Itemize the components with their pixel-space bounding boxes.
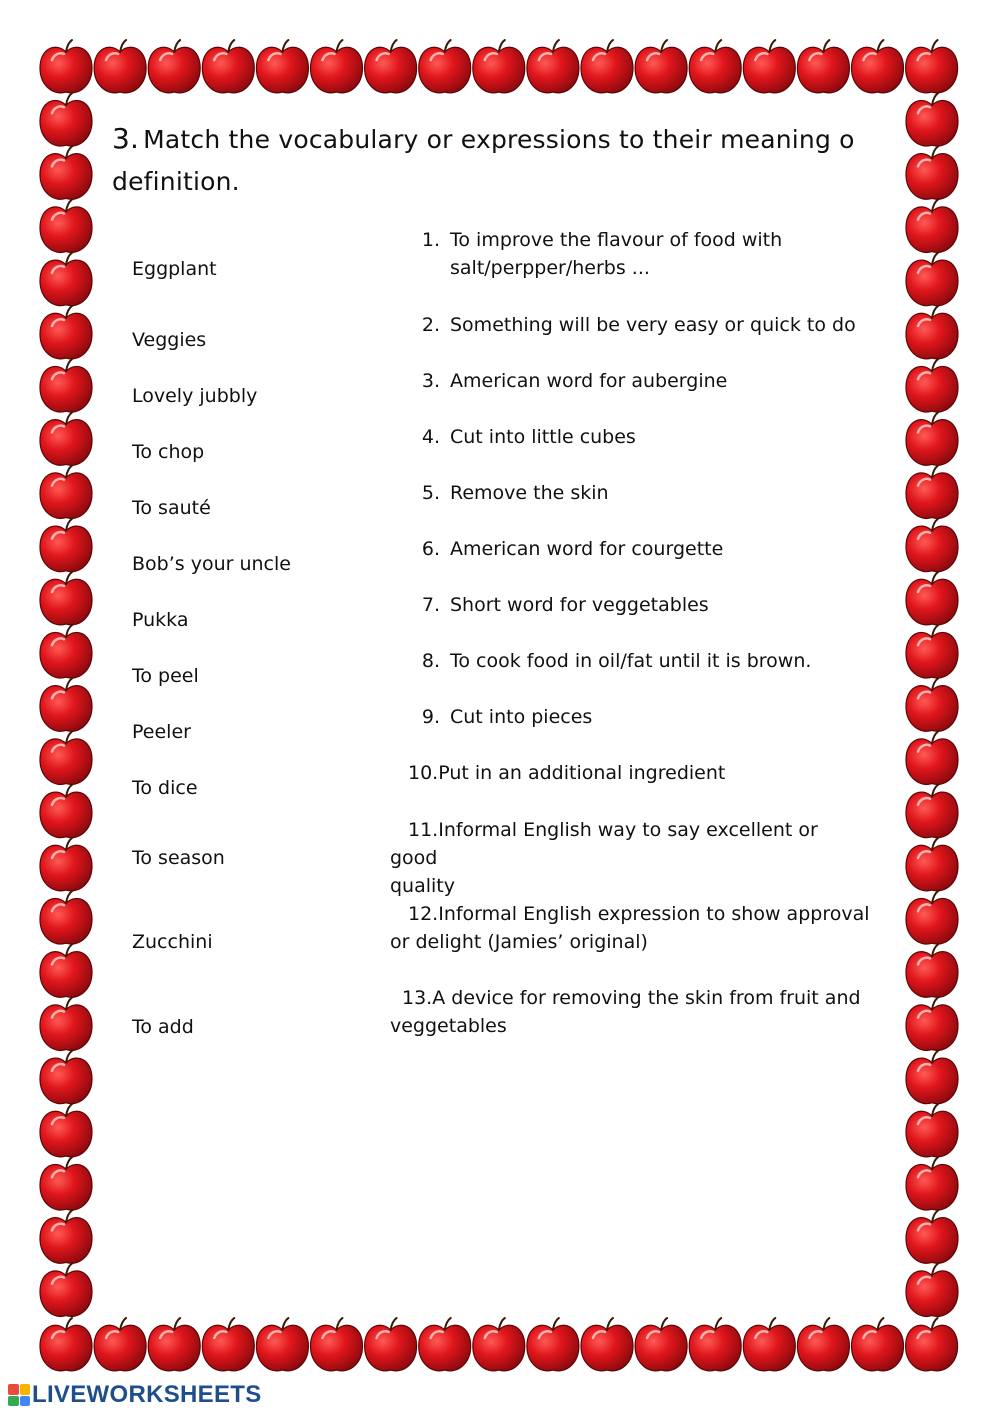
apple-icon [743, 40, 795, 93]
apple-icon [40, 944, 92, 997]
definition-text: American word for courgette [450, 538, 724, 560]
definition-12 [390, 900, 870, 956]
definition-number: 9. [421, 706, 440, 728]
apple-icon [906, 572, 958, 625]
definition-number: 6. [421, 538, 440, 560]
apple-icon [40, 306, 92, 359]
term-eggplant: Eggplant [132, 258, 217, 280]
apple-icon [256, 40, 308, 93]
apple-icon [852, 40, 904, 93]
apple-icon [40, 838, 92, 891]
definition-text: Cut into pieces [450, 706, 593, 728]
apple-icon [743, 1318, 795, 1371]
definition-number: 12. [408, 903, 439, 925]
apple-icon [906, 785, 958, 838]
apple-icon [906, 306, 958, 359]
apple-icon [202, 40, 254, 93]
apple-icon [148, 40, 200, 93]
definition-text: American word for aubergine [450, 370, 728, 392]
definition-text-cont: quality [390, 875, 455, 897]
apple-icon [689, 1318, 741, 1371]
apple-icon [256, 1318, 308, 1371]
apple-icon [906, 732, 958, 785]
definition-number: 11. [408, 819, 439, 841]
term-to-dice: To dice [132, 777, 198, 799]
definition-number: 1. [421, 229, 440, 251]
apple-icon [527, 40, 579, 93]
term-to-add: To add [132, 1016, 194, 1038]
apple-icon [40, 359, 92, 412]
definition-number: 10. [408, 762, 439, 784]
apple-icon [419, 40, 471, 93]
logo-text: LIVEWORKSHEETS [32, 1381, 262, 1408]
apple-icon [202, 1318, 254, 1371]
definition-text: To improve the flavour of food with [450, 229, 783, 251]
exercise-number: 3. [112, 122, 140, 155]
definition-text: Remove the skin [450, 482, 609, 504]
apple-icon [311, 40, 363, 93]
apple-icon [906, 625, 958, 678]
definition-text: Short word for veggetables [450, 594, 709, 616]
apple-icon [906, 1264, 958, 1317]
definition-7 [410, 591, 709, 619]
definition-number: 8. [421, 650, 440, 672]
definition-text: Something will be very easy or quick to do [450, 314, 856, 336]
definition-number: 4. [421, 426, 440, 448]
definition-2 [410, 311, 856, 339]
definition-text: To cook food in oil/fat until it is brown. [450, 650, 812, 672]
exercise-title [112, 118, 872, 203]
apple-icon [40, 998, 92, 1051]
apple-icon [906, 253, 958, 306]
definition-text-cont: salt/perpper/herbs ... [450, 257, 650, 279]
apple-icon [40, 93, 92, 146]
term-bobs-your-uncle: Bob’s your uncle [132, 553, 291, 575]
definition-number: 5. [421, 482, 440, 504]
apple-icon [906, 678, 958, 731]
apple-icon [40, 1104, 92, 1157]
apple-icon [40, 732, 92, 785]
term-zucchini: Zucchini [132, 931, 213, 953]
apple-icon [581, 40, 633, 93]
apple-icon [473, 40, 525, 93]
apple-icon [148, 1318, 200, 1371]
definition-11 [390, 816, 870, 900]
definition-3 [410, 367, 727, 395]
apple-icon [906, 1051, 958, 1104]
definition-text: Cut into little cubes [450, 426, 636, 448]
apple-icon [581, 1318, 633, 1371]
definition-6 [410, 535, 723, 563]
logo-mark-icon [8, 1384, 30, 1406]
apple-icon [689, 40, 741, 93]
apple-icon [40, 1318, 92, 1371]
apple-icon [906, 891, 958, 944]
definition-text: A device for removing the skin from fruit and [432, 987, 861, 1009]
term-to-chop: To chop [132, 441, 205, 463]
apple-icon [40, 1051, 92, 1104]
definition-text: Put in an additional ingredient [438, 762, 726, 784]
definition-number: 3. [421, 370, 440, 392]
definition-number: 7. [421, 594, 440, 616]
definition-9 [410, 703, 592, 731]
definition-13 [390, 984, 870, 1040]
definition-text: Informal English expression to show approval [438, 903, 870, 925]
definition-5 [410, 479, 609, 507]
apple-icon [40, 146, 92, 199]
term-lovely-jubbly: Lovely jubbly [132, 385, 258, 407]
apple-icon [40, 519, 92, 572]
apple-icon [40, 785, 92, 838]
term-to-peel: To peel [132, 665, 199, 687]
apple-icon [365, 40, 417, 93]
apple-icon [797, 1318, 849, 1371]
apple-icon [40, 200, 92, 253]
apple-icon [635, 40, 687, 93]
apple-icon [40, 1264, 92, 1317]
apple-icon [906, 1104, 958, 1157]
apple-icon [40, 891, 92, 944]
apple-icon [906, 1157, 958, 1210]
apple-icon [365, 1318, 417, 1371]
apple-icon [527, 1318, 579, 1371]
definition-number: 13. [402, 987, 433, 1009]
apple-icon [40, 253, 92, 306]
apple-icon [40, 466, 92, 519]
definition-text-cont: veggetables [390, 1015, 507, 1037]
apple-icon [40, 412, 92, 465]
apple-icon [906, 838, 958, 891]
apple-icon [419, 1318, 471, 1371]
apple-icon [906, 1318, 958, 1371]
definition-10 [408, 759, 725, 787]
apple-icon [40, 40, 92, 93]
apple-icon [852, 1318, 904, 1371]
apple-icon [906, 359, 958, 412]
apple-icon [906, 200, 958, 253]
apple-icon [906, 412, 958, 465]
apple-icon [906, 1210, 958, 1263]
term-peeler: Peeler [132, 721, 191, 743]
apple-icon [906, 93, 958, 146]
apple-icon [311, 1318, 363, 1371]
apple-icon [40, 1157, 92, 1210]
exercise-instruction: Match the vocabulary or expressions to their meaning o definition. [112, 125, 855, 196]
apple-icon [906, 998, 958, 1051]
apple-icon [906, 40, 958, 93]
apple-icon [906, 519, 958, 572]
definition-text-cont: or delight (Jamies’ original) [390, 931, 648, 953]
definition-8 [410, 647, 811, 675]
definition-number: 2. [421, 314, 440, 336]
definition-4 [410, 423, 636, 451]
term-veggies: Veggies [132, 329, 207, 351]
apple-icon [797, 40, 849, 93]
apple-icon [40, 572, 92, 625]
term-to-season: To season [132, 847, 225, 869]
apple-icon [635, 1318, 687, 1371]
term-pukka: Pukka [132, 609, 189, 631]
apple-icon [40, 1210, 92, 1263]
definition-1 [410, 226, 870, 282]
apple-icon [906, 146, 958, 199]
apple-icon [94, 1318, 146, 1371]
apple-icon [40, 678, 92, 731]
apple-icon [906, 944, 958, 997]
apple-icon [94, 40, 146, 93]
apple-icon [40, 625, 92, 678]
apple-icon [473, 1318, 525, 1371]
definition-text: Informal English way to say excellent or good [390, 819, 818, 869]
apple-icon [906, 466, 958, 519]
term-to-saute: To sauté [132, 497, 211, 519]
liveworksheets-logo[interactable] [8, 1382, 262, 1408]
